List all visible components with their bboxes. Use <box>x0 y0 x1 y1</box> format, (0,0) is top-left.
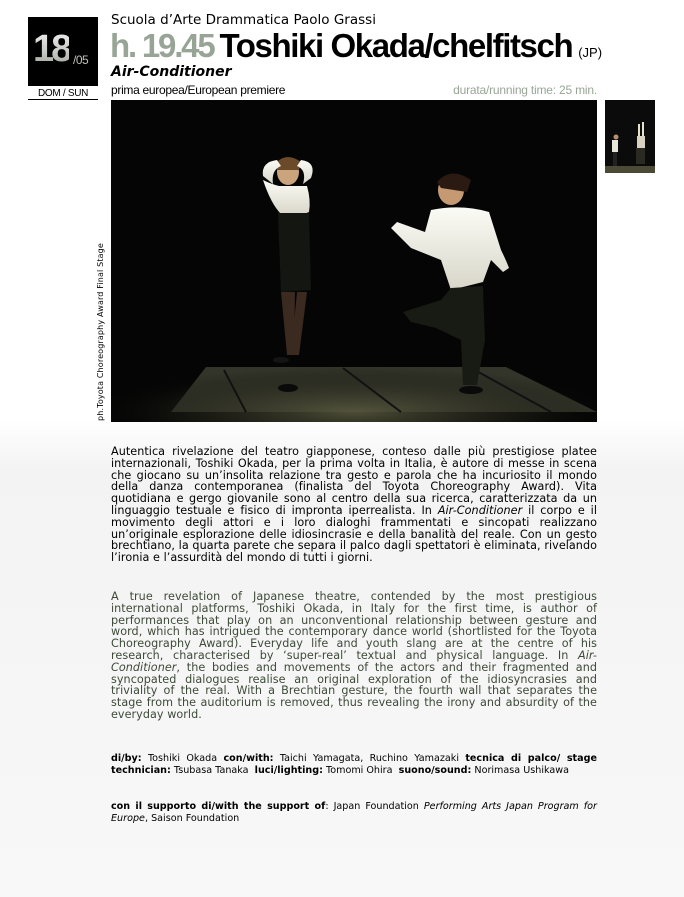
credit-label: con/with: <box>223 753 274 764</box>
credit-label: suono/sound: <box>398 764 472 776</box>
credit-label: tecnica di palco/ stage technician: <box>111 753 597 776</box>
support-separator-2: , <box>144 812 149 824</box>
support-block <box>111 801 597 825</box>
description-english-text-1: A true revelation of Japanese theatre, contended by the most prestigious international platforms, Toshiki Okada, in Italy for the first time, is author of performances that play on an unconventional relationship between gesture and word, which has intrigued the contemporary dance world (shortlisted for the Toyota Choreography Award). Everyday life and youth slang are at the centre of his research, characterised by ‘super-real’ textual and physical language. In <box>111 590 597 662</box>
description-italian-show-title: Air-Conditioner <box>437 503 523 517</box>
photo-credit: ph.Toyota Choreography Award Final Stage <box>96 243 105 421</box>
credit-value: Norimasa Ushikawa <box>474 764 569 776</box>
description-english <box>111 591 597 721</box>
date-divider <box>28 99 98 100</box>
country-code: (JP) <box>578 45 603 60</box>
performance-photo <box>111 100 597 422</box>
credit-value: Tomomi Ohira <box>326 764 393 776</box>
description-english-show-title: Air-Conditioner <box>111 648 597 674</box>
thumbnail-photo[interactable] <box>605 100 655 173</box>
description-italian <box>111 446 597 564</box>
support-org-1: Japan Foundation <box>333 801 419 812</box>
description-english-text-2: , the bodies and movements of the actors and their fragmented and syncopated dialogues realise an original exploration of the idiosyncrasies and triviality of the real. With a Brechtian gesture, the fourth wall that separates the stage from the auditorium is removed, thus revealing the irony and absurdity of the everyday world. <box>111 660 597 721</box>
artist-name: Toshiki Okada/chelfitsch <box>219 27 573 64</box>
support-separator: : <box>325 801 329 812</box>
support-program: Performing Arts Japan Program for Europe <box>111 801 597 824</box>
credit-value: Toshiki Okada <box>147 753 218 764</box>
date-month: /05 <box>73 53 89 67</box>
performance-photo-image <box>111 100 597 422</box>
support-org-2: Saison Foundation <box>151 812 240 824</box>
credits-block <box>111 753 597 777</box>
description-italian-text-1: Autentica rivelazione del teatro giapponese, conteso dalle più prestigiose platee internazionali, Toshiki Okada, per la prima volta in Italia, è autore di messe in scena che giocano su un’insolita relazione tra gesto e parola che ha incuriosito il mondo della danza contemporanea (finalista del Toyota Choreography Award). Vita quotidiana e gergo giovanile sono al centro della sua ricerca, caratterizzata da un linguaggio testuale e fisico di impronta iperrealista. In <box>111 445 597 517</box>
venue-name: Scuola d’Arte Drammatica Paolo Grassi <box>111 12 376 28</box>
show-title: Air-Conditioner <box>111 64 232 80</box>
event-time: h. 19.45 <box>110 27 214 64</box>
credit-value: Taichi Yamagata, Ruchino Yamazaki <box>279 753 460 764</box>
credit-label: di/by: <box>111 753 142 764</box>
thumbnail-image <box>605 100 655 173</box>
description-italian-text-2: il corpo e il movimento degli attori e i loro dialoghi frammentati e sincopati realizzano un’originale esplorazione delle idiosincrasie e della banalità del reale. Con un gesto brechtiano, la quarta parete che separa il palco dagli spettatori è eliminata, rivelando l’ironia e l’assurdità del mondo di tutti i giorni. <box>111 503 597 565</box>
date-weekday: DOM / SUN <box>37 88 89 99</box>
running-time: durata/running time: 25 min. <box>453 83 597 97</box>
date-day: 18 <box>33 28 70 70</box>
credit-value: Tsubasa Tanaka <box>173 764 249 776</box>
credit-label: luci/lighting: <box>254 764 323 776</box>
support-label: con il supporto di/with the support of <box>111 801 326 812</box>
date-box <box>28 17 98 86</box>
premiere-label: prima europea/European premiere <box>111 83 286 97</box>
